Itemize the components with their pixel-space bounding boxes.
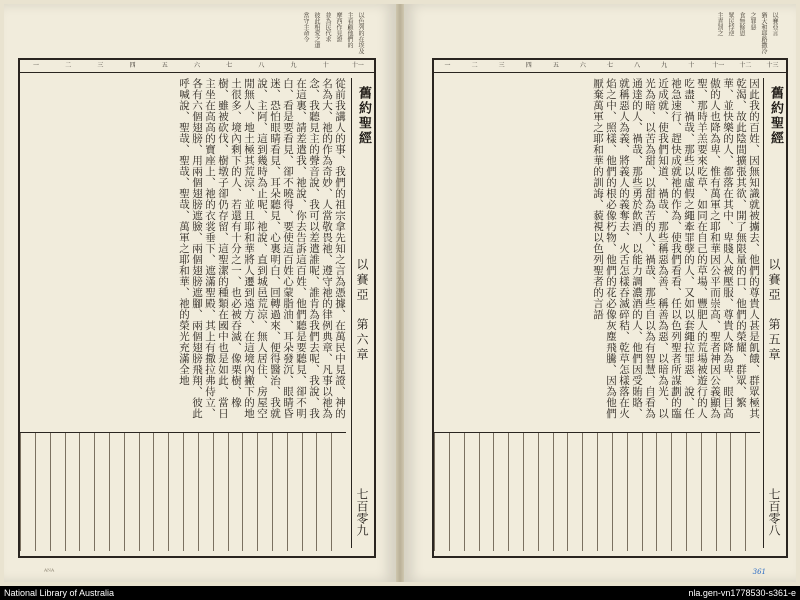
column-number: 三 (498, 62, 505, 69)
item-identifier: nla.gen-vn1778530-s361-e (688, 588, 796, 598)
header-note: 主看顧他們的 (346, 12, 353, 48)
right-annotation-table (434, 432, 760, 551)
column-number: 八 (258, 62, 265, 69)
scripture-text: 從前我講人的事、我們的祖宗拿先知之言為憑據、在萬民中見證、神的名為大、祂的作為奇妙、人當敬畏祂、遵守祂的律例典章、凡事以祂為念、我聽見主的聲音說、我可以差遣誰呢、誰肯為我們去呢、我說、我在這裏、請差遣我、祂說、你去告訴這百姓、他們聽是要聽見、卻不明白、看是要看見、卻不曉得、要使這百姓心蒙脂油、耳朵發沉、眼睛昏迷、恐怕眼睛看見、耳朵聽見、心裏明白、回轉過來、便得醫治、我就說、主阿、這到幾時為止呢、祂說、直到城邑荒涼、無人居住、房屋空閒無人、地土極其荒涼、並且耶和華將人遷到遠方、在這境內撇下的地土很多、境內剩下的人、若還有十分之一、也必被吞滅、像栗樹、橡樹、雖被砍伐、樹墩子卻仍存留、這聖潔的種類在國中也是如此、當日主坐在高高的寶座上、祂的衣裳垂下、遮滿聖殿、其上有撒拉弗侍立、各有六個翅膀、用兩個翅膀遮臉、兩個翅膀遮腳、兩個翅膀飛翔、彼此呼喊說、聖哉、聖哉、聖哉、萬軍之耶和華、祂的榮光充滿全地 (178, 78, 346, 419)
column-number: 六 (579, 62, 586, 69)
column-number: 一 (33, 62, 40, 69)
right-running-head (763, 78, 786, 548)
right-body-text (438, 78, 760, 428)
column-number: 十一 (712, 62, 725, 69)
page-number: 七百零八 (767, 488, 781, 536)
column-number-row (434, 60, 786, 73)
chapter-label: 以賽亞 第六章 (355, 258, 369, 363)
library-credit: National Library of Australia (4, 588, 115, 598)
column-number: 一 (444, 62, 451, 69)
header-note: 並為民代求 (324, 12, 331, 42)
viewer-footer (0, 586, 800, 600)
header-note: 當守主命令 (302, 12, 309, 42)
header-note: 以色列的在埃及 (357, 12, 364, 54)
header-note: 摩西作見證 (335, 12, 342, 42)
right-page (404, 4, 796, 582)
scripture-text: 因此我的百姓、因無知識就被擄去、他們的尊貴人甚是飢餓、群眾極其乾渴、故此陰間擴張其欲、開了無限量的口、他們的榮耀、群眾、繁華、並快樂的人、都落在其中、卑賤人被壓服、尊貴人降為卑、眼目高傲的人也降為卑、惟有萬軍之耶和華因公平而崇高、聖者神因公義顯為聖、那時羊羔要來吃草、如同在自己的草場、豐肥人的荒場被遊行的人吃盡、禍哉、那些以虛假之繩牽罪孽的人、又如以套繩拉罪惡、說、任祂急速行、趕快成就祂的作為、使我們看看、任以色列聖者所謀劃的臨近成就、使我們知道、禍哉、那些稱惡為善、稱善為惡、以暗為光、以光為暗、以苦為甜、以甜為苦的人、禍哉、那些自以為有智慧、自看為通達的人、禍哉、那些勇於飲酒、以能力調濃酒的人、他們因受賄賂、就稱惡人為義、將義人的義奪去、火舌怎樣吞滅碎秸、乾草怎樣落在火焰之中、照樣、他們的根必像朽物、他們的花必像灰塵飛騰、因為他們厭棄萬軍之耶和華的訓誨、藐視以色列聖者的言語 (592, 78, 760, 419)
column-number: 九 (661, 62, 668, 69)
column-number: 五 (552, 62, 559, 69)
column-number: 七 (606, 62, 613, 69)
header-note: 主責罰之 (716, 12, 723, 36)
chapter-label: 以賽亞 第五章 (767, 258, 781, 363)
header-note: 猶大和耶路撒冷 (760, 12, 767, 54)
header-note: 之罪惡 (749, 12, 756, 30)
left-header-notes (24, 12, 364, 54)
book-title: 舊約聖經 (768, 86, 783, 146)
left-page (4, 4, 396, 582)
left-page-frame (18, 58, 376, 558)
column-number: 十一 (351, 62, 364, 69)
column-number: 十二 (739, 62, 752, 69)
book-gutter (396, 4, 404, 582)
left-annotation-table (20, 432, 346, 551)
column-number: 十三 (766, 62, 779, 69)
right-header-notes (438, 12, 778, 54)
column-number: 二 (65, 62, 72, 69)
header-note: 以賽亞言 (771, 12, 778, 36)
page-number: 七百零九 (355, 488, 369, 536)
book-title: 舊約聖經 (356, 86, 371, 146)
column-number: 八 (634, 62, 641, 69)
column-number-row (20, 60, 374, 73)
left-body-text (24, 78, 346, 428)
column-number: 九 (290, 62, 297, 69)
column-number: 十 (322, 62, 329, 69)
column-number: 五 (161, 62, 168, 69)
library-stamp: ᴬᴺᴬ (44, 568, 55, 576)
left-running-head (351, 78, 374, 548)
column-number: 六 (193, 62, 200, 69)
column-number: 三 (97, 62, 104, 69)
right-page-frame (432, 58, 788, 558)
column-number: 四 (129, 62, 136, 69)
header-note: 眾民悖逆 (727, 12, 734, 36)
column-number: 七 (226, 62, 233, 69)
column-number: 二 (471, 62, 478, 69)
pencil-folio-number: 361 (752, 568, 766, 576)
column-number: 四 (525, 62, 532, 69)
header-note: 彼此相愛之道 (313, 12, 320, 48)
header-note: 食無餘恩 (738, 12, 745, 36)
column-number: 十 (688, 62, 695, 69)
